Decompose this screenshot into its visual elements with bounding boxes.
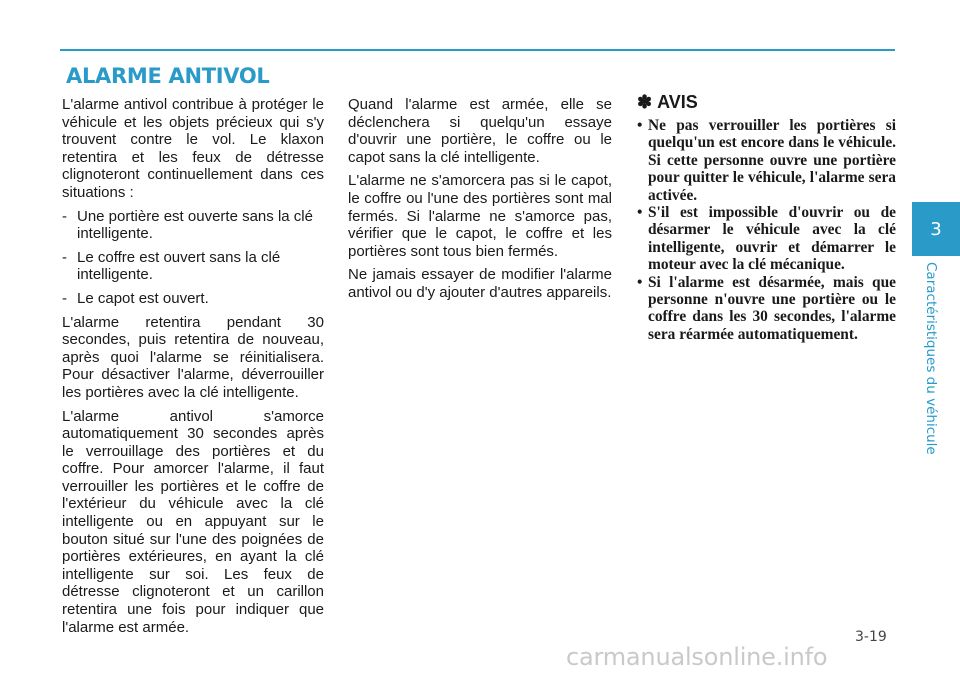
notice-heading: [637, 92, 896, 113]
alarm-duration-paragraph: L'alarme retentira pendant 30 secondes, puis retentira de nouveau, après quoi l'alarme se réinitialisera. Pour désactiver l'alarme, déverrouiller les portières avec la clé intelligente.: [62, 313, 324, 401]
header-rule: [60, 49, 895, 51]
alarm-trigger-list: [62, 208, 324, 308]
watermark: carmanualsonline.info: [566, 643, 828, 671]
asterisk-icon: ✽: [637, 92, 653, 112]
arming-paragraph: L'alarme antivol s'amorce automatiquement 30 secondes après le verrouillage des portières et du coffre. Pour amorcer l'alarme, il faut verrouiller les portières et le coffre de l'extérieur du véhicule avec la clé intelligente ou en appuyant sur le bouton situé sur l'une des poignées de portières extérieures, en ayant la clé intelligente sur soi. Les feux de détresse clignoteront et un carillon retentira une fois pour indiquer que l'alarme est armée.: [62, 407, 324, 636]
intro-paragraph: L'alarme antivol contribue à protéger le véhicule et les objets précieux qui s'y trouvent contre le vol. Le klaxon retentira et les feux de détresse clignoteront continuellement dans ces situations :: [62, 96, 324, 201]
chapter-tab: [912, 202, 960, 256]
left-column: [62, 96, 324, 642]
not-arming-paragraph: L'alarme ne s'amorcera pas si le capot, le coffre ou l'une des portières sont mal fermés. Si l'alarme ne s'amorce pas, vérifier que le capot, le coffre et les portières sont tous bien fermés.: [348, 172, 612, 260]
warning-paragraph: Ne jamais essayer de modifier l'alarme antivol ou d'y ajouter d'autres appareils.: [348, 266, 612, 301]
chapter-number: 3: [930, 218, 942, 240]
notice-box: [637, 92, 896, 343]
list-item: - Le capot est ouvert.: [62, 290, 324, 308]
section-title: ALARME ANTIVOL: [66, 64, 270, 88]
notice-list: [637, 117, 896, 343]
notice-item: • S'il est impossible d'ouvrir ou de désarmer le véhicule avec la clé intelligente, ouvrir et démarrer le moteur avec la clé mécanique.: [637, 204, 896, 274]
notice-item: • Ne pas verrouiller les portières si quelqu'un est encore dans le véhicule. Si cette personne ouvre une portière pour quitter le véhicule, l'alarme sera activée.: [637, 117, 896, 204]
list-item: - Le coffre est ouvert sans la clé intelligente.: [62, 249, 324, 284]
middle-column: [348, 96, 612, 308]
notice-item: • Si l'alarme est désarmée, mais que personne n'ouvre une portière ou le coffre dans les 30 secondes, l'alarme sera réarmée automatiquement.: [637, 274, 896, 344]
chapter-label: Caractéristiques du véhicule: [923, 262, 939, 455]
list-item: - Une portière est ouverte sans la clé intelligente.: [62, 208, 324, 243]
chapter-label-container: [919, 262, 943, 455]
page-number: 3-19: [855, 629, 887, 645]
armed-paragraph: Quand l'alarme est armée, elle se déclenchera si quelqu'un essaye d'ouvrir une portière, le coffre ou le capot sans la clé intelligente.: [348, 96, 612, 166]
notice-title: AVIS: [657, 92, 698, 112]
